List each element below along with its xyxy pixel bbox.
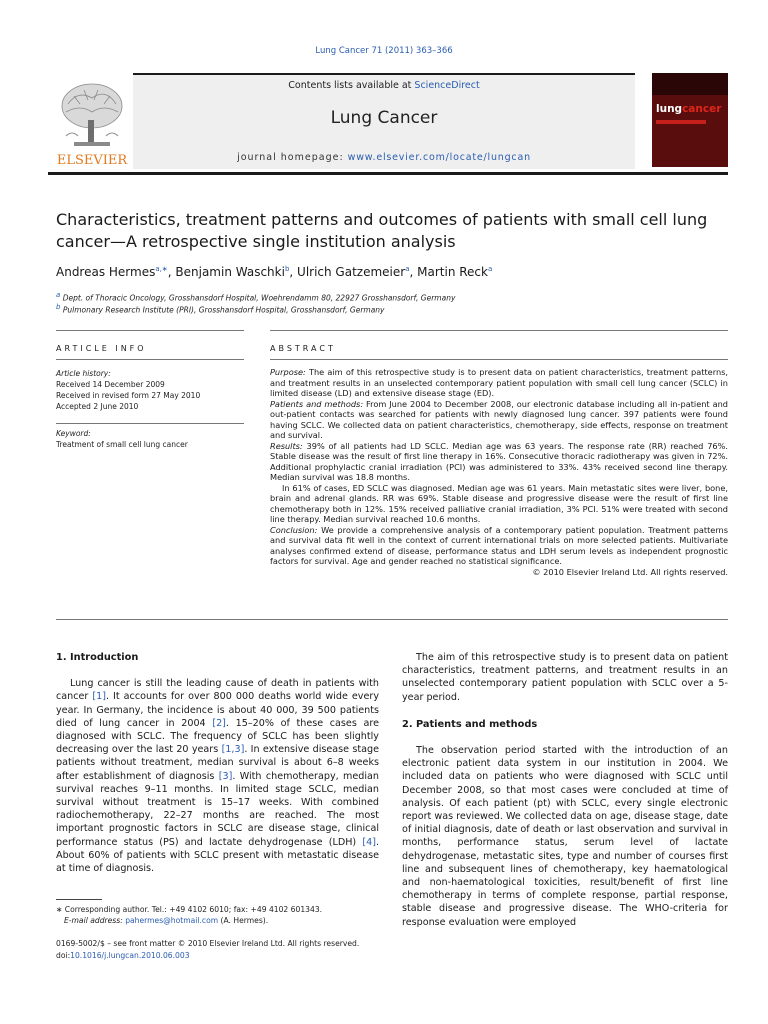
affiliation-mark: a [56,291,61,299]
issn-line: 0169-5002/$ – see front matter © 2010 Elsevier Ireland Ltd. All rights reserved. [56,939,360,948]
body-right-column [402,651,728,929]
abstract-results [270,441,728,483]
author-separator: , [167,265,176,279]
contents-prefix: Contents lists available at [288,80,415,91]
affiliation [56,303,385,315]
abstract-copyright: © 2010 Elsevier Ireland Ltd. All rights reserved. [532,566,728,577]
accepted-date: Accepted 2 June 2010 [56,402,139,411]
intro-text: . In extensive disease stage patients without treatment, median survival is about 6–8 weeks after establishment of diagnosis [56,744,379,782]
corresponding-author-text: Corresponding author. Tel.: +49 4102 6010; fax: +49 4102 601343. [62,905,323,914]
intro-text: . It accounts for over 800 000 deaths world wide every year. In Germany, the incidence is about 40 000, 39 500 patients died of lung cancer in 2004 [56,691,379,729]
article-title [56,209,736,253]
cover-title-part-a: lung [656,103,683,115]
author-affiliation-mark[interactable]: a [487,265,493,273]
sciencedirect-link[interactable]: ScienceDirect [414,80,480,91]
intro-text: Lung cancer is still the leading cause of death in patients with cancer [56,678,379,703]
cover-title [656,103,721,115]
author-name: Andreas Hermes [56,265,156,279]
citation-link[interactable]: [1] [92,691,106,703]
title-line-2: cancer—A retrospective single institution analysis [56,232,456,251]
footnote-star: ∗ [56,905,63,914]
header-divider [48,172,728,175]
elsevier-logo [54,76,130,168]
citation-link[interactable]: [4] [362,836,376,848]
author-list [56,265,736,279]
affiliation-text: Pulmonary Research Institute (PRI), Grosshansdorf Hospital, Grosshansdorf, Germany [62,305,385,315]
abstract-rule [270,330,728,331]
received-date: Received 14 December 2009 [56,380,165,389]
email-label: E-mail address: [64,916,123,925]
doi-line [56,950,190,961]
cover-title-part-b: cancer [682,103,722,115]
abstract-bottom-rule [56,619,728,620]
conclusion-label: Conclusion: [270,524,318,535]
intro-text: . 15–20% of these cases are diagnosed with SCLC. The frequency of SCLC has been slightly decreasing over the last 20 years [56,717,379,756]
history-label: Article history: [56,369,111,378]
author-separator: , [409,265,418,279]
author-affiliation-mark[interactable]: a [405,265,410,273]
methods-text: From June 2004 to December 2008, our electronic database including all in-patient and out-patient contacts was searched for patients with newly diagnosed lung cancer. 397 patients were found having SCLC. We collected data on patient characteristics, chemotherapy, side effects, response on treatment and survival. [270,398,728,440]
author-name: Martin Reck [417,265,488,279]
intro-text: . With chemotherapy, median survival reaches 9–11 months. In limited stage SCLC, median survival without treatment is 15–17 weeks. With combined radiochemotherapy, 22–27 months are reached. The most important prognostic factors in SCLC are disease stage, clinical performance status (PS) and lactate dehydrogenase (LDH) [56,770,379,848]
keyword-label: Keyword: [56,429,91,438]
title-line-1: Characteristics, treatment patterns and outcomes of patients with small cell lung [56,210,708,229]
methods-label: Patients and methods: [270,398,364,409]
revised-date: Received in revised form 27 May 2010 [56,391,201,400]
doi-label: doi: [56,951,71,960]
results-label: Results: [270,440,303,451]
author-name: Benjamin Waschki [175,265,285,279]
author-separator: , [289,265,298,279]
abstract-rule [270,359,728,360]
doi-link[interactable]: 10.1016/j.lungcan.2010.06.003 [70,951,190,960]
abstract-methods [270,399,728,441]
email-suffix: (A. Hermes). [218,916,269,925]
purpose-label: Purpose: [270,367,306,377]
journal-homepage [133,152,635,163]
homepage-prefix: journal homepage: [237,152,348,163]
citation-link[interactable]: [1,3] [221,744,245,756]
article-history [56,368,244,412]
corresponding-author-note [56,904,322,915]
cover-band [652,73,728,95]
author-affiliation-mark[interactable]: a,∗ [155,265,168,273]
author-affiliation-mark[interactable]: b [284,265,290,273]
abstract-conclusion [270,525,728,567]
section-heading-methods: 2. Patients and methods [402,718,538,730]
intro-text: . About 60% of patients with SCLC present with metastatic disease at time of diagnosis. [56,836,379,875]
keywords [56,428,244,450]
abstract-results-ed: In 61% of cases, ED SCLC was diagnosed. Median age was 61 years. Main metastatic sites were liver, bone, brain and adrenal glands. RR was 69%. Stable disease and progressive disease were the result of first line chemotherapy both in 12%. 15% received palliative cranial irradiation, 3% PCI. 51% were treated with second line therapy. Median survival reached 10.6 months. [270,482,728,524]
affiliation-text: Dept. of Thoracic Oncology, Grosshansdorf Hospital, Woehrendamm 80, 22927 Grosshansdorf, Germany [62,293,456,303]
journal-name: Lung Cancer [330,108,438,128]
contents-line [133,80,635,91]
abstract-body [270,367,728,577]
body-left-column [56,651,379,875]
article-info-rule [56,423,244,424]
purpose-text: The aim of this retrospective study is to present data on patient characteristics, treatment patterns, and treatment results in an unselected contemporary patient population with small cell lung cancer (SCLC) in limited disease (LD) and extensive disease stage (ED). [270,367,728,398]
abstract-heading: ABSTRACT [270,344,336,353]
affiliation [56,291,455,303]
results-text: 39% of all patients had LD SCLC. Median age was 63 years. The response rate (RR) reached 76%. Stable disease was the result of first line therapy in 16%. Consecutive thoracic radiotherapy was given in 72%. Additional prophylactic cranial irradiation (PCI) was administered to 33%. 43% received second line therapy. Median survival was 18.8 months. [270,440,728,482]
intro-paragraph [56,677,379,875]
journal-cover-image[interactable] [652,73,728,167]
email-note [64,915,268,926]
article-info-rule [56,359,244,360]
methods-paragraph: The observation period started with the introduction of an electronic patient data system in our institution in 2004. We included data on patients who were diagnosed with SCLC until December 2008, so that most cases were concluded at time of analysis. Of each patient (pt) with SCLC, every single electronic report was reviewed. We collected data on age, disease stage, date of initial diagnosis, date of death or last observation and survival in months, performance status, serum level of lactate dehydrogenase, metastatic sites, type and number of courses first line and subsequent lines of chemotherapy, key haematological and non-haematological toxicities, result/benefit of first line chemotherapy in terms of complete response, partial response, stable disease and progressive disease. The WHO-criteria for response evaluation were employed [402,745,728,928]
article-info-heading: ARTICLE INFO [56,344,147,353]
conclusion-text: We provide a comprehensive analysis of a contemporary patient population. Treatment patterns and survival data fit well in the context of current international trials on more selected patients. Multivariate analyses confirmed extend of disease, performance status and LDH serum levels as independent prognostic factors for survival. Age and gender reached no statistical significance. [270,524,728,566]
elsevier-wordmark: ELSEVIER [56,153,128,168]
footnote-rule [56,899,102,900]
affiliation-mark: b [56,303,61,311]
article-info-rule [56,330,244,331]
email-link[interactable]: pahermes@hotmail.com [125,916,219,925]
cover-stripe [656,120,706,124]
journal-reference[interactable]: Lung Cancer 71 (2011) 363–366 [315,46,453,56]
citation-link[interactable]: [2] [212,717,226,729]
author-name: Ulrich Gatzemeier [297,265,406,279]
section-heading-introduction: 1. Introduction [56,652,139,663]
aim-paragraph: The aim of this retrospective study is to present data on patient characteristics, treatment patterns, and treatment results in an unselected contemporary patient population with SCLC over a 5-year period. [402,652,728,703]
abstract-purpose [270,367,728,399]
citation-link[interactable]: [3] [218,770,233,782]
keyword: Treatment of small cell lung cancer [56,440,188,449]
homepage-link[interactable]: www.elsevier.com/locate/lungcan [347,152,531,163]
